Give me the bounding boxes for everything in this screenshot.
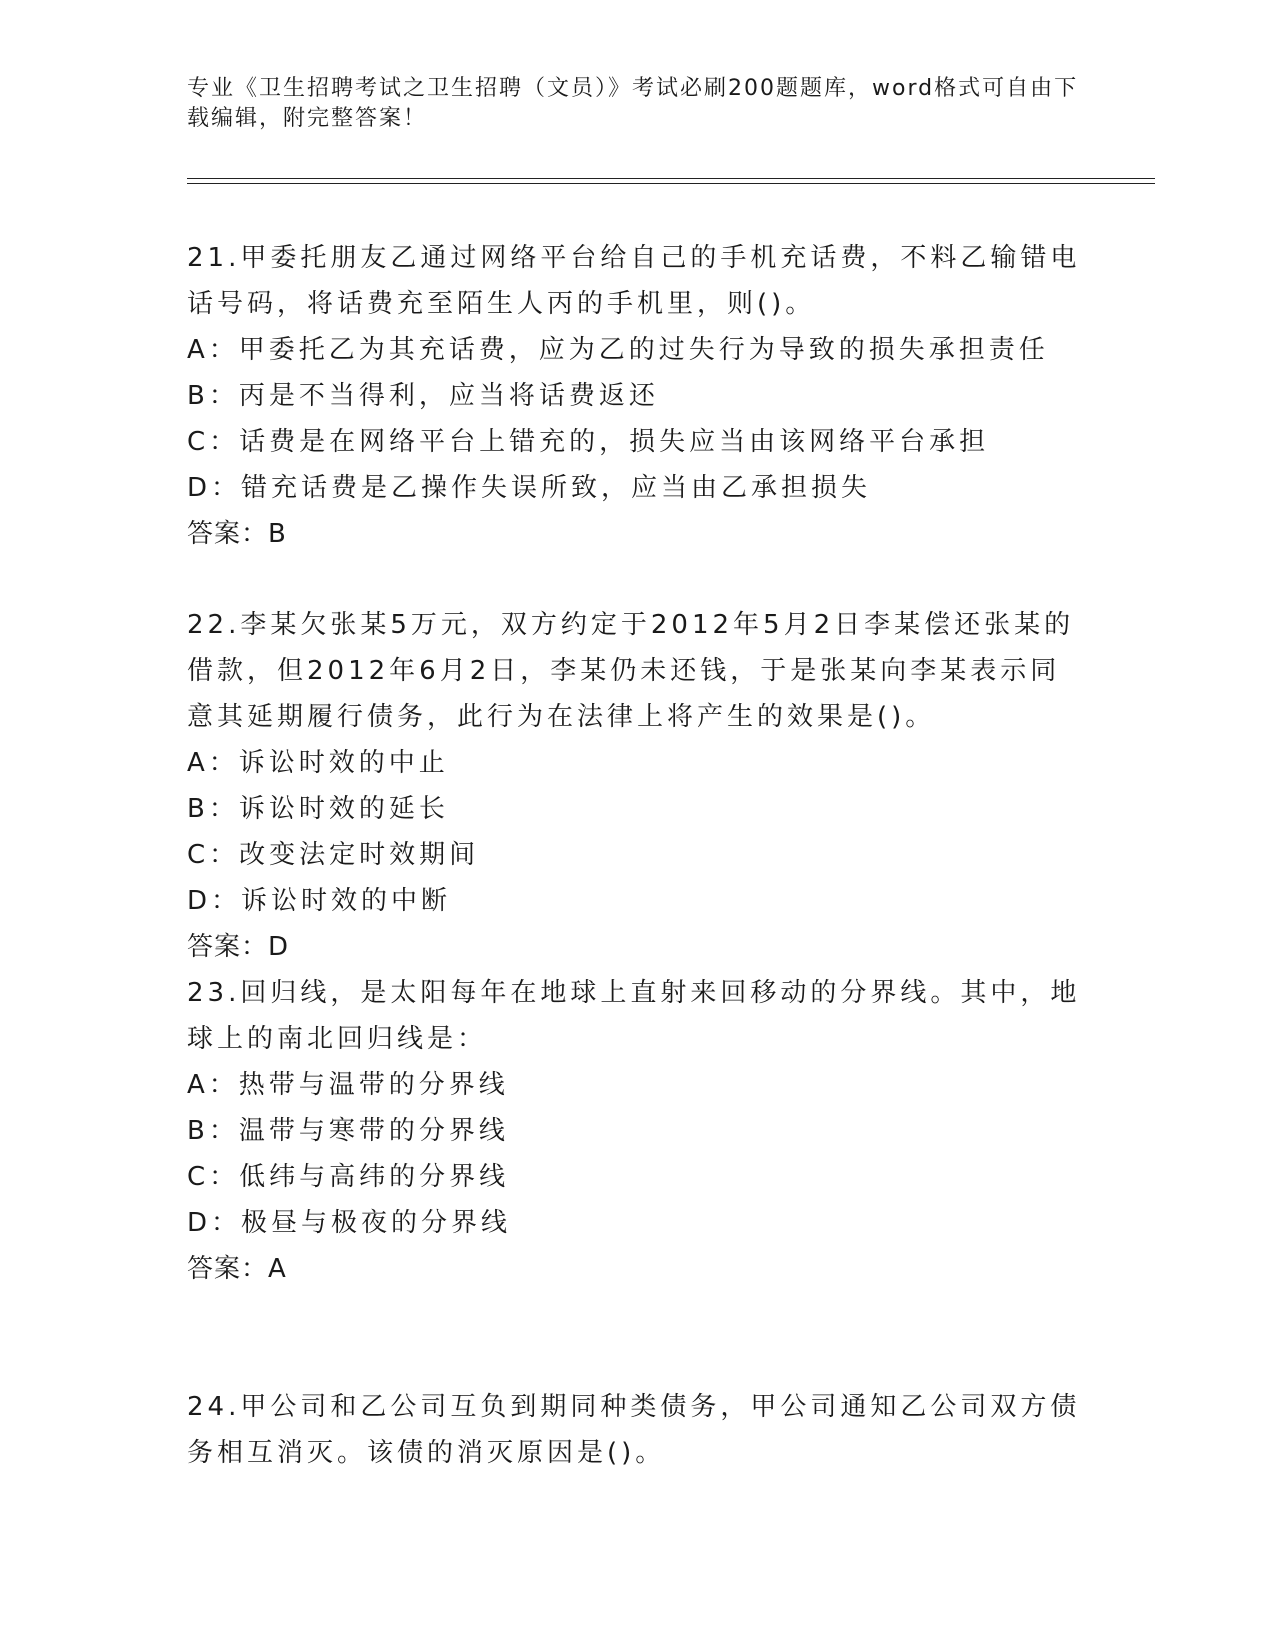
question-22 [187,602,1087,970]
question-24 [187,1384,1087,1476]
option-d: D：诉讼时效的中断 [187,886,452,916]
answer: 答案：D [187,932,290,962]
option-c: C：低纬与高纬的分界线 [187,1162,510,1192]
header-divider-bottom [187,183,1155,184]
answer: 答案：A [187,1254,287,1284]
header-divider-top [187,178,1155,179]
question-text: 22.李某欠张某5万元，双方约定于2012年5月2日李某偿还张某的借款，但2012年6月2日，李某仍未还钱，于是张某向李某表示同意其延期履行债务，此行为在法律上将产生的效果是()。 [187,610,1075,732]
option-b: B：诉讼时效的延长 [187,794,449,824]
question-text: 24.甲公司和乙公司互负到期同种类债务，甲公司通知乙公司双方债务相互消灭。该债的消灭原因是()。 [187,1392,1081,1468]
question-text: 23.回归线，是太阳每年在地球上直射来回移动的分界线。其中，地球上的南北回归线是： [187,978,1081,1054]
option-a: A：甲委托乙为其充话费，应为乙的过失行为导致的损失承担责任 [187,335,1049,365]
option-a: A：诉讼时效的中止 [187,748,449,778]
document-header: 专业《卫生招聘考试之卫生招聘（文员）》考试必刷200题题库，word格式可自由下载编辑，附完整答案！ [187,76,1079,131]
option-b: B：温带与寒带的分界线 [187,1116,509,1146]
question-text: 21.甲委托朋友乙通过网络平台给自己的手机充话费，不料乙输错电话号码，将话费充至陌生人丙的手机里，则()。 [187,243,1081,319]
option-c: C：改变法定时效期间 [187,840,480,870]
question-21 [187,235,1087,557]
option-b: B：丙是不当得利，应当将话费返还 [187,381,659,411]
option-d: D：错充话费是乙操作失误所致，应当由乙承担损失 [187,473,872,503]
option-d: D：极昼与极夜的分界线 [187,1208,512,1238]
question-23 [187,970,1087,1292]
option-c: C：话费是在网络平台上错充的，损失应当由该网络平台承担 [187,427,990,457]
answer: 答案：B [187,519,287,549]
option-a: A：热带与温带的分界线 [187,1070,509,1100]
